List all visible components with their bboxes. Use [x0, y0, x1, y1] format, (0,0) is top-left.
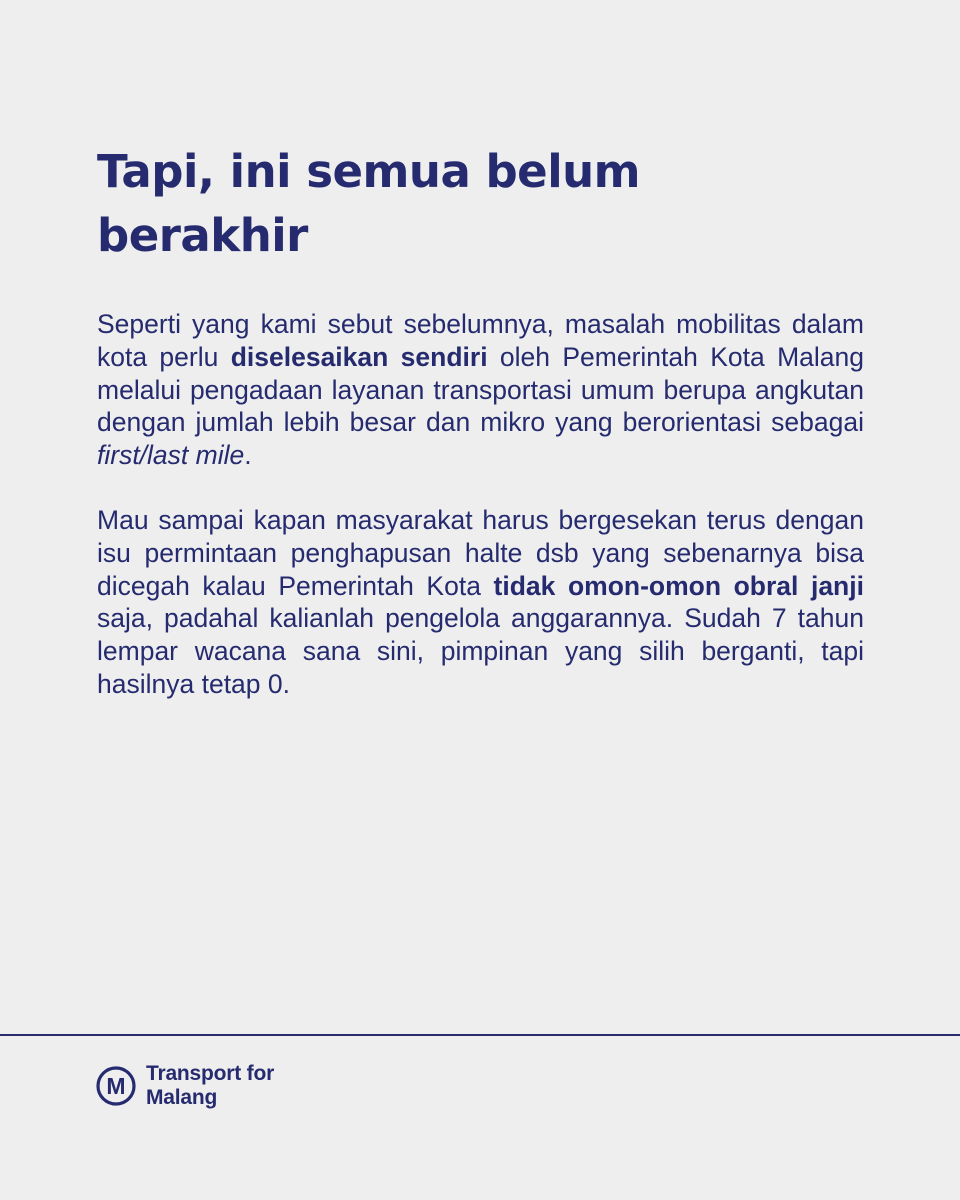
- footer-divider: [0, 1034, 960, 1036]
- paragraph-1-text-start: Seperti yang kami sebut sebelumnya, masalah mobilitas dalam kota perlu: [97, 309, 864, 372]
- paragraph-2-bold-phrase: tidak omon-omon obral janji: [493, 570, 864, 601]
- brand-name: [146, 1062, 274, 1110]
- paragraph-2: [97, 504, 864, 701]
- brand-line-1: Transport for: [146, 1062, 275, 1085]
- logo-letter: M: [106, 1073, 126, 1099]
- page-title: Tapi, ini semua belum berakhir: [97, 145, 641, 262]
- paragraph-1: [97, 308, 864, 472]
- paragraph-1-italic-phrase: first/last mile: [97, 440, 245, 471]
- footer: [96, 1062, 274, 1110]
- paragraph-2-text-end: saja, padahal kalianlah pengelola anggarannya. Sudah 7 tahun lempar wacana sana sini, pimpinan yang silih berganti, tapi hasilnya tetap 0.: [97, 603, 864, 699]
- paragraph-1-bold-phrase: diselesaikan sendiri: [230, 341, 488, 372]
- paragraph-2-text-start: Mau sampai kapan masyarakat harus bergesekan terus dengan isu permintaan penghapusan halte dsb yang sebenarnya bisa dicegah kalau Pemerintah Kota: [97, 504, 864, 601]
- paragraph-1-text-middle: oleh Pemerintah Kota Malang melalui pengadaan layanan transportasi umum berupa angkutan dengan jumlah lebih besar dan mikro yang berorientasi sebagai: [97, 341, 864, 438]
- brand-line-2: Malang: [146, 1086, 218, 1109]
- paragraph-1-text-end: .: [244, 440, 252, 471]
- transport-for-malang-logo-icon: [96, 1066, 136, 1106]
- main-content: [97, 140, 864, 701]
